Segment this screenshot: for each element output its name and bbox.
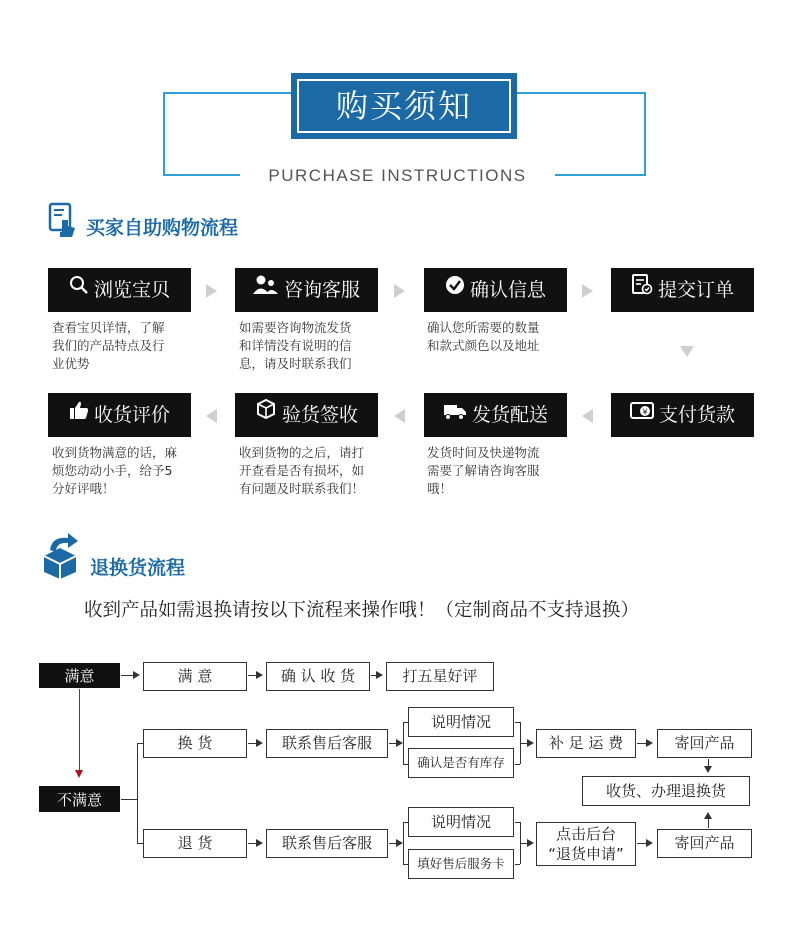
connector: [121, 799, 137, 800]
explain-box-2: 说明情况: [408, 807, 514, 837]
arrow-right-icon: [646, 739, 653, 747]
connector: [137, 743, 138, 843]
returns-title: 退换货流程: [90, 557, 186, 579]
arrow-right-icon: [646, 839, 653, 847]
package-check-icon: [255, 392, 277, 436]
arrow-right-icon: [206, 284, 217, 298]
desc-line: 和款式颜色以及地址: [427, 338, 540, 353]
contact-service-box-2: 联系售后客服: [266, 829, 388, 858]
tablet-hand-icon: [48, 202, 78, 244]
return-request-line-1: 点击后台: [555, 825, 616, 843]
self-service-title: 买家自助购物流程: [86, 217, 239, 239]
confirm-stock-box: 确认是否有库存: [408, 748, 514, 778]
returns-notice: 收到产品如需退换请按以下流程来操作哦！（定制商品不支持退换）: [84, 600, 640, 621]
step-review-label: 收货评价: [93, 404, 170, 426]
unsatisfied-label: 不满意: [39, 786, 120, 812]
return-request-line-2: “退货申请”: [548, 845, 624, 863]
refund-box: 退 货: [143, 829, 247, 858]
search-icon: [69, 267, 89, 311]
desc-line: 如需要咨询物流发货: [239, 320, 352, 335]
desc-line: 有问题及时联系我们！: [239, 481, 365, 496]
desc-line: 查看宝贝详情，了解: [52, 320, 165, 335]
pay-shipping-box: 补 足 运 费: [536, 729, 636, 758]
step-browse: [48, 268, 191, 312]
check-circle-icon: [445, 267, 465, 311]
truck-icon: [443, 392, 467, 436]
arrow-left-icon: [206, 409, 217, 423]
step-confirm-desc: [427, 319, 572, 355]
return-request-box: [536, 822, 636, 866]
step-consult-label: 咨询客服: [283, 279, 360, 301]
step-submit-order-label: 提交订单: [657, 279, 734, 301]
step-pay: [611, 393, 754, 437]
satisfied-box: 满 意: [143, 662, 247, 691]
header-subtitle: PURCHASE INSTRUCTIONS: [268, 166, 527, 185]
arrow-right-icon: [256, 671, 263, 679]
arrow-left-icon: [394, 409, 405, 423]
step-browse-desc: [52, 319, 197, 373]
step-submit-order: [611, 268, 754, 312]
arrow-down-icon: [75, 770, 83, 778]
send-back-box-2: 寄回产品: [657, 829, 752, 858]
arrow-up-icon: [704, 812, 712, 819]
desc-line: 发货时间及快递物流: [427, 445, 540, 460]
order-form-icon: [631, 267, 653, 311]
header-title-box: [291, 73, 517, 139]
step-confirm-label: 确认信息: [469, 279, 546, 301]
desc-line: 我们的产品特点及行: [52, 338, 165, 353]
desc-line: 烦您动动小手，给予5: [52, 463, 173, 478]
wallet-yen-icon: [630, 392, 654, 436]
page-title: 购买须知: [297, 79, 511, 133]
arrow-right-icon: [256, 739, 263, 747]
exchange-box: 换 货: [143, 729, 247, 758]
connector: [515, 764, 520, 765]
satisfied-label: 满意: [39, 663, 120, 688]
desc-line: 收到货物的之后，请打: [239, 445, 365, 460]
arrow-right-icon: [256, 839, 263, 847]
confirm-receipt-box: 确 认 收 货: [266, 662, 370, 691]
connector: [403, 722, 404, 764]
arrow-right-icon: [582, 284, 593, 298]
desc-line: 息，请及时联系我们: [239, 356, 352, 371]
desc-line: 开查看是否有损坏，如: [239, 463, 365, 478]
desc-line: 需要了解请咨询客服: [427, 463, 540, 478]
send-back-box-1: 寄回产品: [657, 729, 752, 758]
svg-text:¥: ¥: [642, 407, 648, 416]
fill-card-box: 填好售后服务卡: [408, 849, 514, 879]
step-confirm: [424, 268, 567, 312]
step-inspect: [235, 393, 378, 437]
arrow-right-icon: [527, 839, 534, 847]
contact-service-box: 联系售后客服: [266, 729, 388, 758]
desc-line: 收到货物满意的话，麻: [52, 445, 178, 460]
arrow-right-icon: [394, 284, 405, 298]
arrow-down-icon: [680, 346, 694, 357]
step-review: [48, 393, 191, 437]
step-inspect-label: 验货签收: [281, 404, 358, 426]
arrow-left-icon: [582, 409, 593, 423]
step-consult-desc: [239, 319, 384, 373]
arrow-right-icon: [396, 739, 403, 747]
desc-line: 确认您所需要的数量: [427, 320, 540, 335]
desc-line: 分好评哦！: [52, 481, 115, 496]
receive-process-box: 收货、办理退换货: [582, 776, 750, 806]
connector: [403, 822, 404, 864]
step-review-desc: [52, 444, 197, 498]
desc-line: 和详情没有说明的信: [239, 338, 352, 353]
step-consult: [235, 268, 378, 312]
red-connector: [79, 689, 80, 771]
desc-line: 业优势: [52, 356, 90, 371]
step-ship-label: 发货配送: [471, 404, 548, 426]
arrow-down-icon: [704, 766, 712, 773]
box-return-icon: [38, 532, 82, 584]
connector: [708, 819, 709, 828]
step-browse-label: 浏览宝贝: [93, 279, 170, 301]
step-inspect-desc: [239, 444, 384, 498]
step-ship: [424, 393, 567, 437]
step-ship-desc: [427, 444, 572, 498]
users-icon: [253, 267, 279, 311]
arrow-right-icon: [527, 739, 534, 747]
five-star-review-box: 打五星好评: [386, 662, 494, 691]
thumbs-up-icon: [69, 392, 89, 436]
desc-line: 哦！: [427, 481, 453, 496]
step-pay-label: 支付货款: [658, 404, 735, 426]
arrow-right-icon: [133, 671, 140, 679]
arrow-right-icon: [396, 839, 403, 847]
arrow-right-icon: [376, 671, 383, 679]
connector: [515, 864, 520, 865]
explain-box: 说明情况: [408, 707, 514, 737]
